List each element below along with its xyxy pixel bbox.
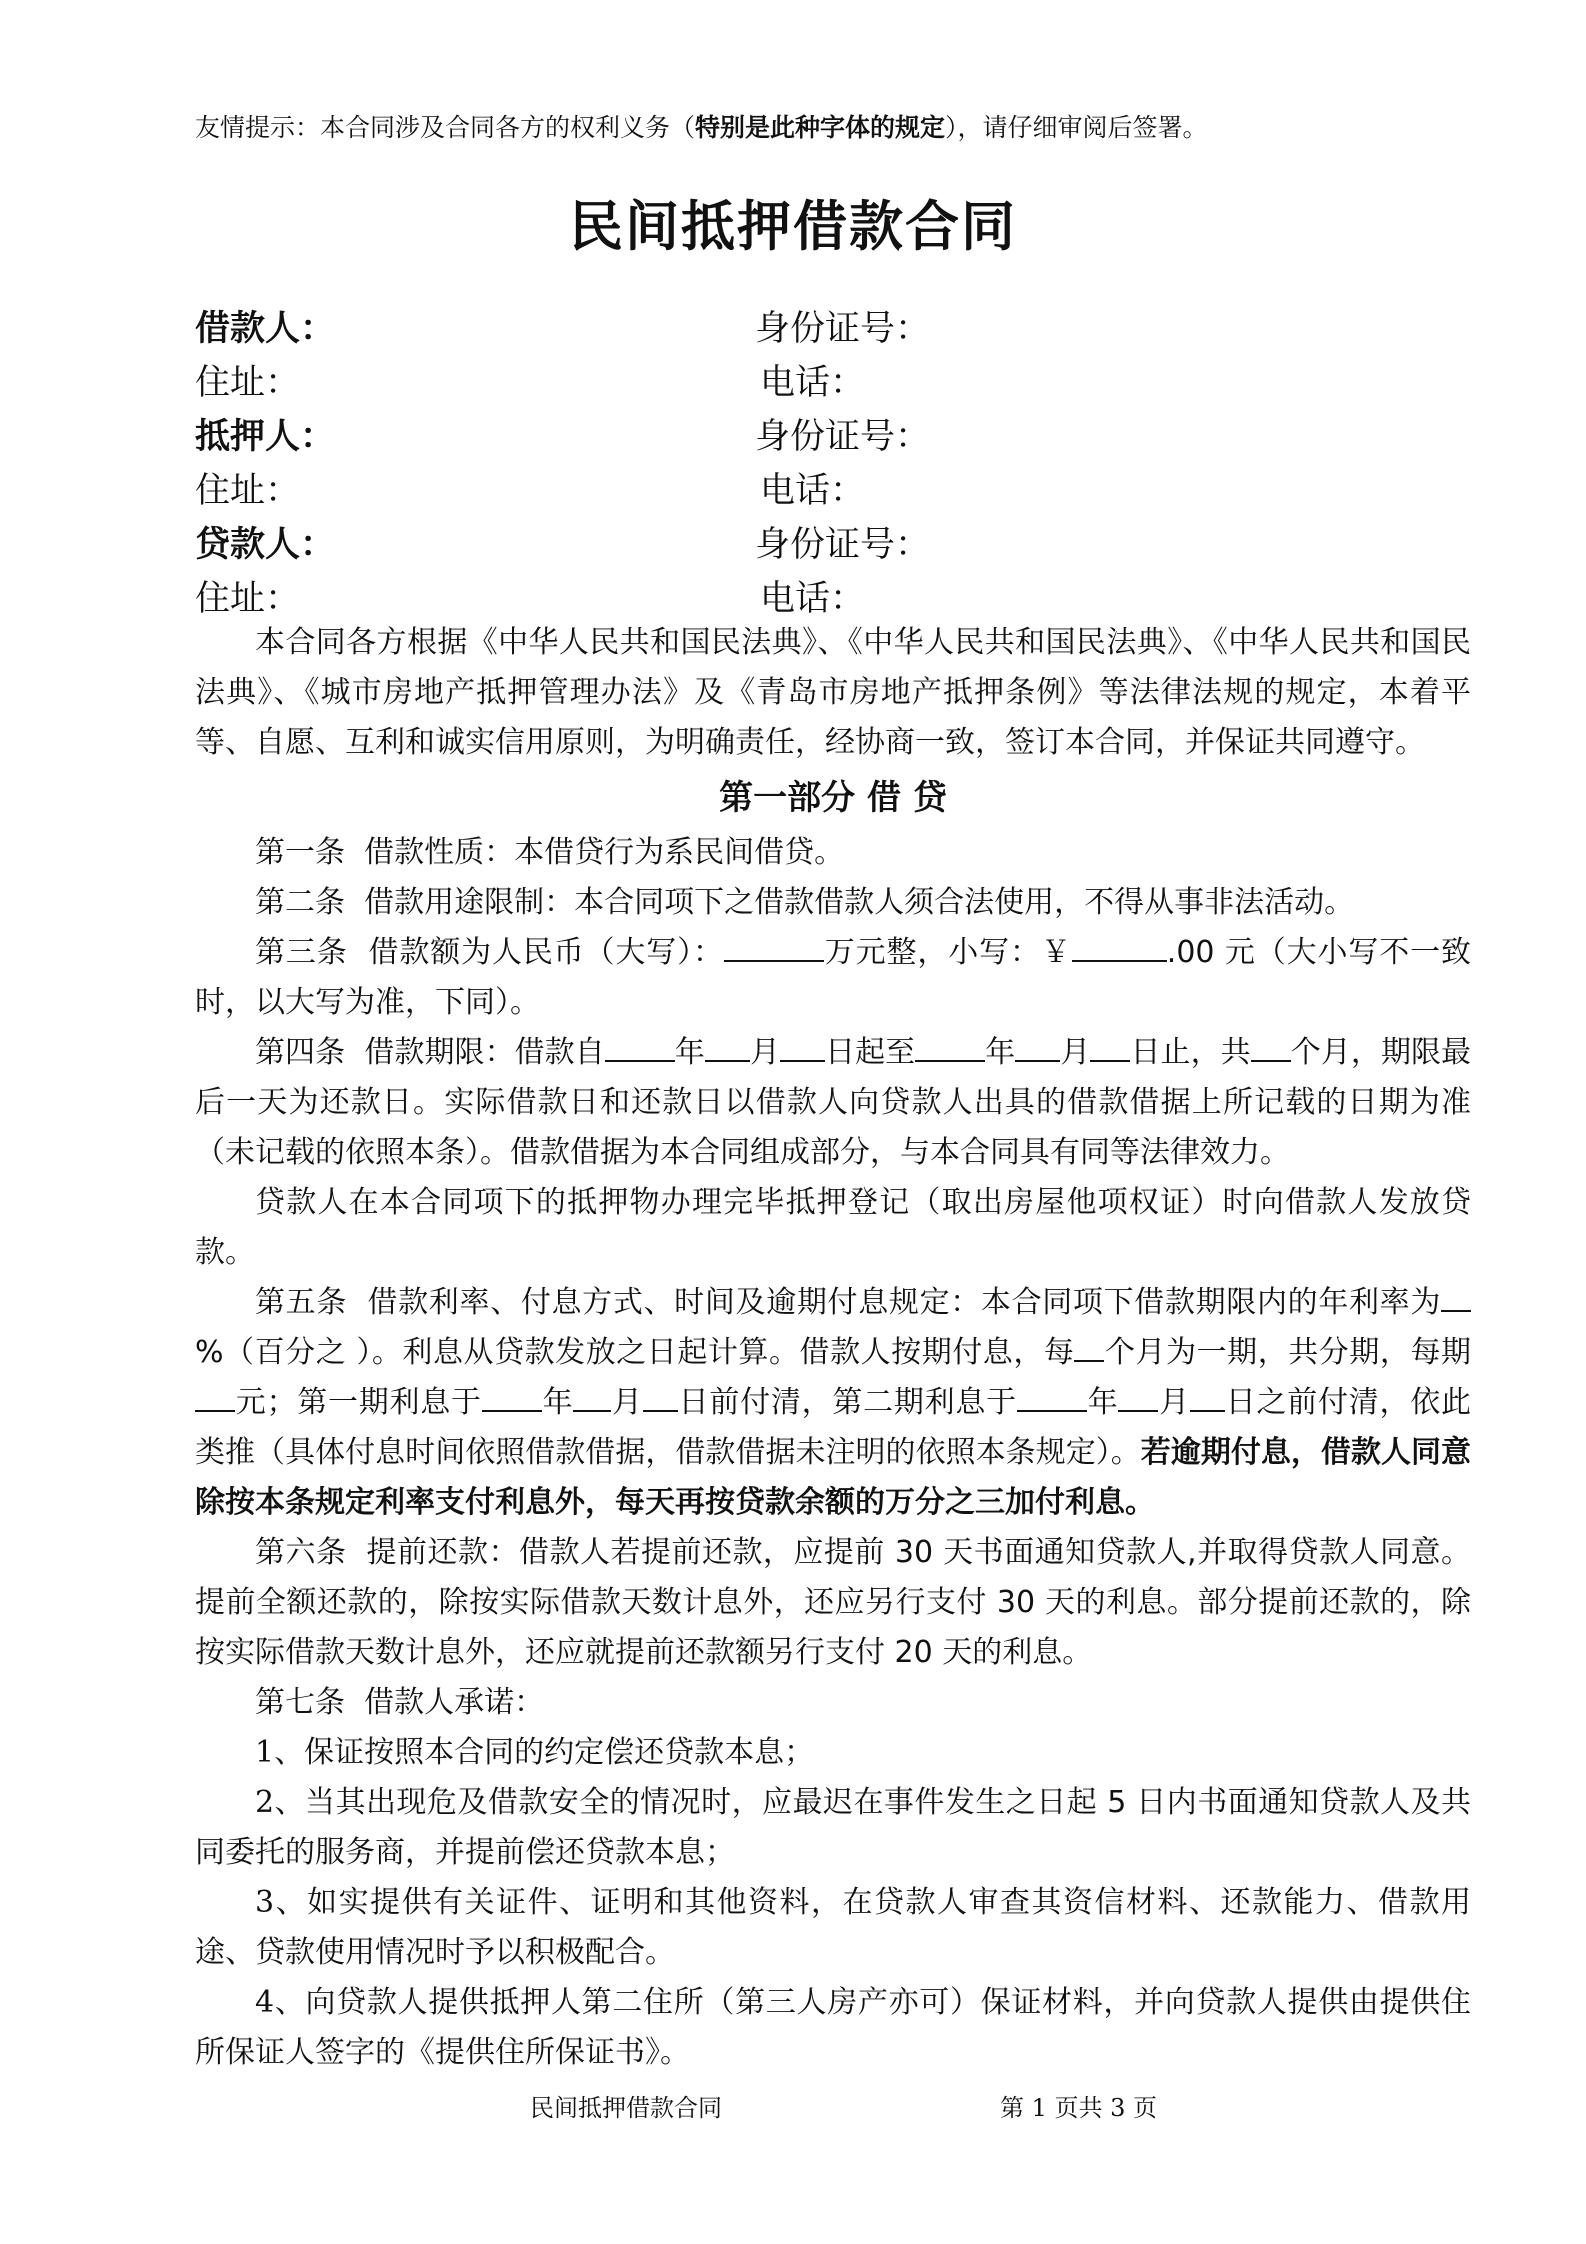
late-interest-bold-clause: 若逾期付息，借款人同意除按本条规定利率支付利息外，每天再按贷款余额的万分之三加付利息。 <box>195 1435 1472 1520</box>
start-month-blank <box>705 1029 750 1063</box>
months-blank <box>1251 1029 1291 1063</box>
mortgagor-row <box>195 410 1495 464</box>
article-4-paragraph-2: 贷款人在本合同项下的抵押物办理完毕抵押登记（取出房屋他项权证）时向借款人发放贷款。 <box>195 1185 1471 1270</box>
amount-words-blank <box>724 929 824 963</box>
first-year-blank <box>482 1379 542 1413</box>
rate-blank <box>1441 1279 1471 1313</box>
borrower-address-row <box>195 356 1495 410</box>
borrower-phone-label: 电话： <box>760 363 866 403</box>
per-period-amount-blank <box>195 1379 235 1413</box>
first-day-blank <box>643 1379 678 1413</box>
article-6: 第六条 提前还款：借款人若提前还款，应提前 30 天书面通知贷款人,并取得贷款人同意。提前全额还款的，除按实际借款天数计息外，还应另行支付 30 天的利息。部分提前还款的，除按实际借款天数计息外，还应就提前还款额另行支付 20 天的利息。 <box>195 1535 1472 1670</box>
mortgagor-id-label: 身份证号： <box>755 417 931 457</box>
friendly-notice: 友情提示：本合同涉及合同各方的权利义务（特别是此种字体的规定），请仔细审阅后签署。 <box>195 113 1208 142</box>
article-2: 第二条 借款用途限制：本合同项下之借款借款人须合法使用，不得从事非法活动。 <box>255 885 1355 920</box>
footer-page-number: 第 1 页共 3 页 <box>1000 2094 1158 2122</box>
mortgagor-address-row <box>195 464 1495 518</box>
start-day-blank <box>780 1029 825 1063</box>
contract-body <box>195 618 1471 2078</box>
list-item: 3、如实提供有关证件、证明和其他资料，在贷款人审查其资信材料、还款能力、借款用途、贷款使用情况时予以积极配合。 <box>195 1885 1472 1970</box>
borrower-id-label: 身份证号： <box>755 309 931 349</box>
lender-label: 贷款人： <box>195 525 336 565</box>
second-day-blank <box>1190 1379 1225 1413</box>
footer-document-name: 民间抵押借款合同 <box>530 2094 722 2122</box>
second-month-blank <box>1118 1379 1158 1413</box>
mortgagor-address-label: 住址： <box>195 471 301 511</box>
article-4: 第四条 借款期限：借款自 年 月 日起至 年 月 日止，共 个月，期限最后一天为还款日。实际借款日和还款日以借款人向贷款人出具的借款借据上所记载的日期为准（未记载的依照本条）。借款借据为本合同组成部分，与本合同具有同等法律效力。 <box>195 1028 1471 1178</box>
start-year-blank <box>605 1029 675 1063</box>
article-7: 第七条 借款人承诺： <box>255 1685 545 1720</box>
lender-address-label: 住址： <box>195 579 301 619</box>
article-3: 第三条 借款额为人民币（大写）： 万元整，小写：￥ .00 元（大小写不一致时，以大写为准，下同）。 <box>195 928 1471 1028</box>
lender-id-label: 身份证号： <box>755 525 931 565</box>
mortgagor-label: 抵押人： <box>195 417 336 457</box>
end-day-blank <box>1090 1029 1130 1063</box>
lender-phone-label: 电话： <box>760 579 866 619</box>
mortgagor-phone-label: 电话： <box>760 471 866 511</box>
second-year-blank <box>1017 1379 1087 1413</box>
article-1: 第一条 借款性质：本借贷行为系民间借贷。 <box>255 835 845 870</box>
article-5: 第五条 借款利率、付息方式、时间及逾期付息规定：本合同项下借款期限内的年利率为%（百分之 ）。利息从贷款发放之日起计算。借款人按期付息，每 个月为一期，共分期，每期元；第一期利息于 年 月 日前付清，第二期利息于 年 月 日之前付清，依此类推（具体付息时间依照借款借据，借款借据未注明的依照本条规定）。若逾期付息，借款人同意除按本条规定利率支付利息外，每天再按贷款余额的万分之三加付利息。 <box>195 1278 1471 1528</box>
lender-row <box>195 518 1495 572</box>
period-months-blank <box>1074 1329 1104 1363</box>
document-title: 民间抵押借款合同 <box>569 195 1017 258</box>
preamble-paragraph: 本合同各方根据《中华人民共和国民法典》、《中华人民共和国民法典》、《中华人民共和国民法典》、《城市房地产抵押管理办法》及《青岛市房地产抵押条例》等法律法规的规定，本着平等、自愿、互利和诚实信用原则，为明确责任，经协商一致，签订本合同，并保证共同遵守。 <box>195 625 1471 760</box>
first-month-blank <box>573 1379 611 1413</box>
list-item: 4、向贷款人提供抵押人第二住所（第三人房产亦可）保证材料，并向贷款人提供由提供住所保证人签字的《提供住所保证书》。 <box>195 1985 1471 2070</box>
list-item: 1、保证按照本合同的约定偿还贷款本息； <box>255 1735 815 1770</box>
borrower-label: 借款人： <box>195 309 336 349</box>
borrower-address-label: 住址： <box>195 363 301 403</box>
borrower-row <box>195 302 1495 356</box>
section-1-title: 第一部分 借 贷 <box>719 778 947 818</box>
end-year-blank <box>915 1029 985 1063</box>
amount-digits-blank <box>1072 929 1167 963</box>
notice-bold-text: 特别是此种字体的规定 <box>695 113 946 142</box>
end-month-blank <box>1015 1029 1060 1063</box>
list-item: 2、当其出现危及借款安全的情况时，应最迟在事件发生之日起 5 日内书面通知贷款人及共同委托的服务商，并提前偿还贷款本息； <box>195 1785 1471 1870</box>
